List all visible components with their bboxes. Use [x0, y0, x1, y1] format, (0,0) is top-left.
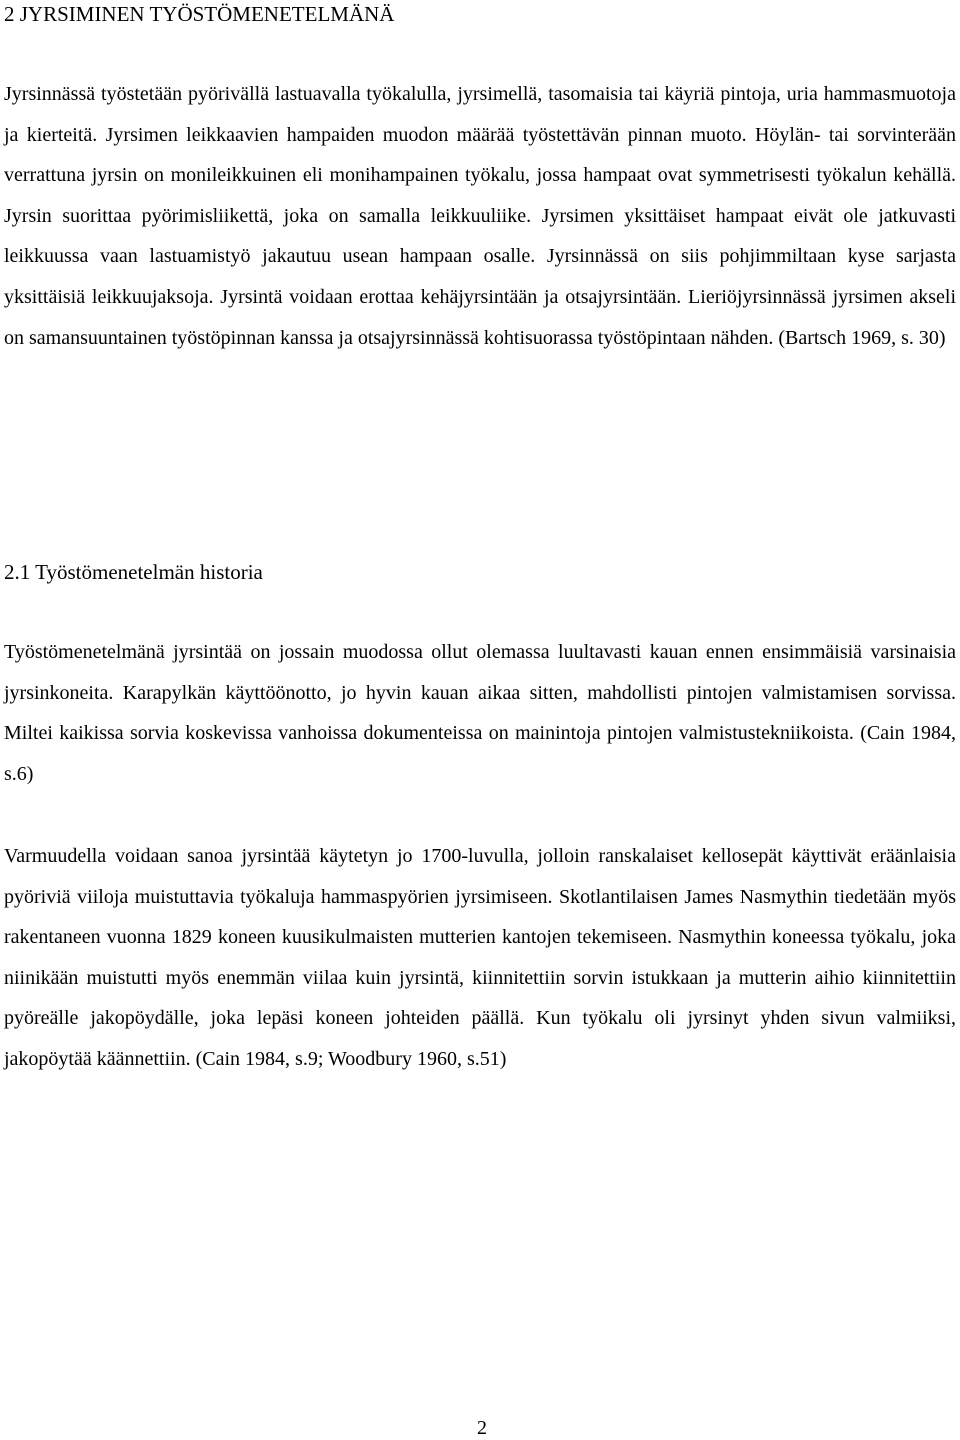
history-paragraph-2: Varmuudella voidaan sanoa jyrsintää käytetyn jo 1700-luvulla, jolloin ranskalaiset kellosepät käyttivät eräänlaisia pyöriviä viiloja muistuttavia työkaluja hammaspyörien jyrsimiseen. Skotlantilaisen James Nasmythin tiedetään myös rakentaneen vuonna 1829 koneen kuusikulmaisten mutterien kantojen tekemiseen. Nasmythin koneessa työkalu, joka niinikään muistutti myös enemmän viilaa kuin jyrsintä, kiinnitettiin sorvin istukkaan ja mutterin aihio kiinnitettiin pyöreälle jakopöydälle, joka lepäsi koneen johteiden päällä. Kun työkalu oli jyrsinyt yhden sivun valmiiksi, jakopöytää käännettiin. (Cain 1984, s.9; Woodbury 1960, s.51) [4, 845, 956, 1070]
page-number: 2 [477, 1417, 487, 1439]
intro-paragraph: Jyrsinnässä työstetään pyörivällä lastuavalla työkalulla, jyrsimellä, tasomaisia tai käyriä pintoja, uria hammasmuotoja ja kierteitä. Jyrsimen leikkaavien hampaiden muodon määrää työstettävän pinnan muoto. Höylän- tai sorvinterään verrattuna jyrsin on monileikkuinen eli monihampainen työkalu, jossa hampaat ovat symmetrisesti työkalun kehällä. Jyrsin suorittaa pyörimisliikettä, joka on samalla leikkuuliike. Jyrsimen yksittäiset hampaat eivät ole jatkuvasti leikkuussa vaan lastuamistyö jakautuu usean hampaan osalle. Jyrsinnässä on siis pohjimmiltaan kyse sarjasta yksittäisiä leikkuujaksoja. Jyrsintä voidaan erottaa kehäjyrsintään ja otsajyrsintään. Lieriöjyrsinnässä jyrsimen akseli on samansuuntainen työstöpinnan kanssa ja otsajyrsinnässä kohtisuorassa työstöpintaan nähden. (Bartsch 1969, s. 30) [4, 83, 956, 349]
section-heading: 2 JYRSIMINEN TYÖSTÖMENETELMÄNÄ [4, 2, 395, 26]
history-paragraph-1: Työstömenetelmänä jyrsintää on jossain muodossa ollut olemassa luultavasti kauan ennen ensimmäisiä varsinaisia jyrsinkoneita. Karapylkän käyttöönotto, jo hyvin kauan aikaa sitten, mahdollisti pintojen valmistamisen sorvissa. Miltei kaikissa sorvia koskevissa vanhoissa dokumenteissa on mainintoja pintojen valmistustekniikoista. (Cain 1984, s.6) [4, 641, 956, 785]
subsection-heading: 2.1 Työstömenetelmän historia [4, 560, 263, 584]
